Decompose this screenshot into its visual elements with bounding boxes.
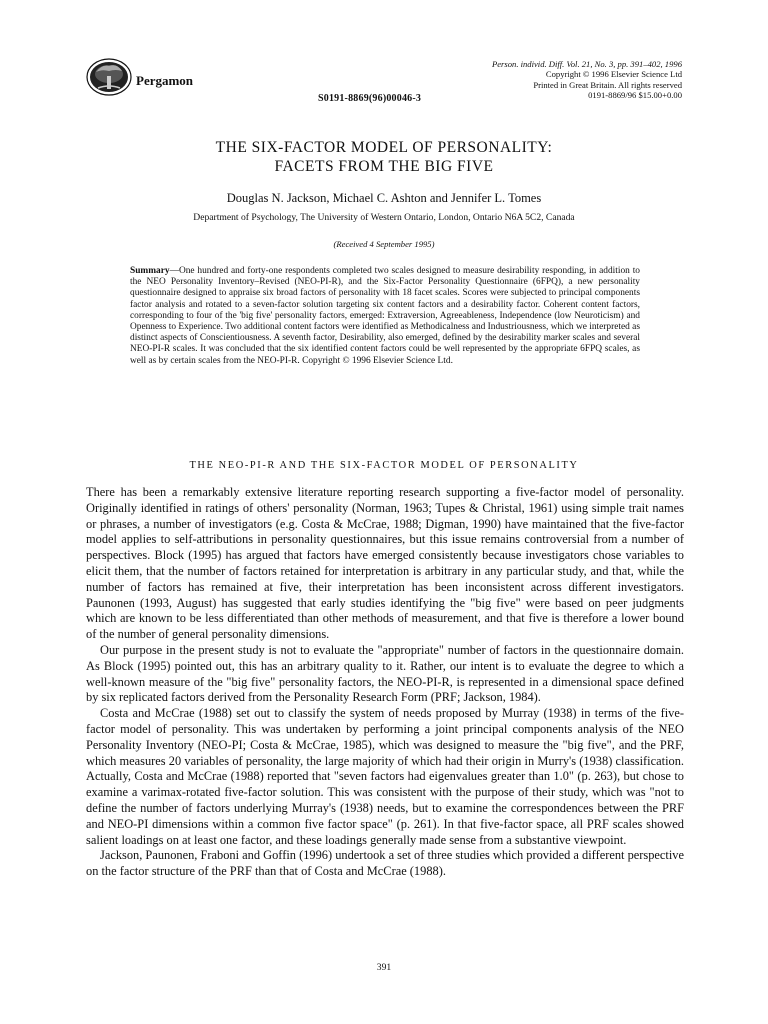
article-title: [0, 138, 768, 176]
copyright-line: Copyright © 1996 Elsevier Science Ltd: [545, 69, 682, 80]
body-text: [86, 485, 684, 880]
page-number: 391: [376, 962, 392, 973]
paragraph: Our purpose in the present study is not to evaluate the "appropriate" number of factors in the questionnaire domain. As Block (1995) pointed out, this has an arbitrary quality to it. Rather, our intent is to evaluate the degree to which a well-known measure of the "big five" personality factors, the NEO-PI-R, is represented in a dimensional space defined by six replicated factors derived from the Personality Research Form (PRF; Jackson, 1984).: [86, 642, 684, 705]
publisher-name: Pergamon: [136, 73, 194, 88]
paragraph: There has been a remarkably extensive literature reporting research supporting a five-factor model of personality. Originally identified in ratings of others' personality (Norman, 1963; Tupes & Christal, 1961) using simple trait names or phrases, a number of investigators (e.g. Costa & McCrae, 1988; Digman, 1990) have maintained that the five-factor model applies to self-attributions in personality questionnaires, but this issue remains controversial from a number of perspectives. Block (1995) has argued that factors have emerged consistently because investigators chose variables to elicit them, that the number of factors retained for interpretation is arbitrary in any particular study, and that, while the number of factors has remained at five, their interpretation has been inconsistent across different investigators. Paunonen (1993, August) has suggested that early studies identifying the "big five" were based on peer judgments which are known to be less differentiated than other methods of measurement, and that five is therefore a lower bound of the number of general personality dimensions.: [86, 485, 684, 642]
title-line-2: FACETS FROM THE BIG FIVE: [274, 158, 494, 175]
elsevier-tree-icon: [86, 58, 132, 96]
pii-code: S0191-8869(96)00046-3: [318, 93, 422, 104]
affiliation: Department of Psychology, The University of Western Ontario, London, Ontario N6A 5C2, Canada: [193, 212, 575, 223]
journal-citation: Person. individ. Diff. Vol. 21, No. 3, pp. 391–402, 1996: [491, 59, 682, 69]
authors: Douglas N. Jackson, Michael C. Ashton and Jennifer L. Tomes: [226, 191, 542, 205]
paragraph: Jackson, Paunonen, Fraboni and Goffin (1996) undertook a set of three studies which provided a different perspective on the factor structure of the PRF than that of Costa and McCrae (1988).: [86, 848, 684, 879]
publisher-logo: [86, 58, 193, 96]
price-line: 0191-8869/96 $15.00+0.00: [588, 90, 682, 101]
received-date: (Received 4 September 1995): [333, 239, 435, 249]
journal-info: [382, 59, 682, 101]
summary-text: —One hundred and forty-one respondents completed two scales designed to measure desirability responding, in addition to the NEO Personality Inventory–Revised (NEO-PI-R), and the Six-Factor Personality Questionnaire (6FPQ), a new personality questionnaire designed to appraise six broad factors of personality with 18 facet scales. Scores were subjected to principal components factor analysis and rotated to a seven-factor solution targeting six content factors and a desirability factor. Coherent content factors, corresponding to four of the 'big five' personality factors, emerged: Extraversion, Agreeableness, Independence (low Neuroticism) and Openness to Experience. Two additional content factors were identified as Methodicalness and Industriousness, which we interpreted as distinct aspects of Conscientiousness. A seventh factor, Desirability, also emerged, defined by the desirability marker scales and several NEO-PI-R scales. It was concluded that the six identified content factors could be well represented by the appropriate 6FPQ scales, as well as by certain scales from the NEO-PI-R. Copyright © 1996 Elsevier Science Ltd.: [130, 266, 640, 366]
section-heading: THE NEO-PI-R AND THE SIX-FACTOR MODEL OF PERSONALITY: [189, 460, 579, 471]
printed-line: Printed in Great Britain. All rights reserved: [533, 79, 682, 90]
summary-label: Summary: [130, 266, 170, 276]
paragraph: Costa and McCrae (1988) set out to classify the system of needs proposed by Murray (1938) in terms of the five-factor model of personality. This was undertaken by performing a joint principal components analysis of the NEO Personality Inventory (NEO-PI; Costa & McCrae, 1985), which was designed to measure the "big five", and the PRF, which measures 20 variables of personality, the large majority of which had their origin in Murry's (1938) classification. Actually, Costa and McCrae (1988) reported that "seven factors had eigenvalues greater than 1.0" (p. 263), but chose to examine a varimax-rotated five-factor solution. This was consistent with the purpose of their study, which was "not to define the number of factors underlying Murray's (1938) needs, but to examine the correspondences between the PRF and NEO-PI dimensions within a common five factor space" (p. 261). In that five-factor space, all PRF scales showed salient loadings on at least one factor, and these loadings generally made sense from a substantive viewpoint.: [86, 706, 684, 847]
summary: [130, 266, 640, 367]
title-line-1: THE SIX-FACTOR MODEL OF PERSONALITY:: [215, 139, 553, 156]
